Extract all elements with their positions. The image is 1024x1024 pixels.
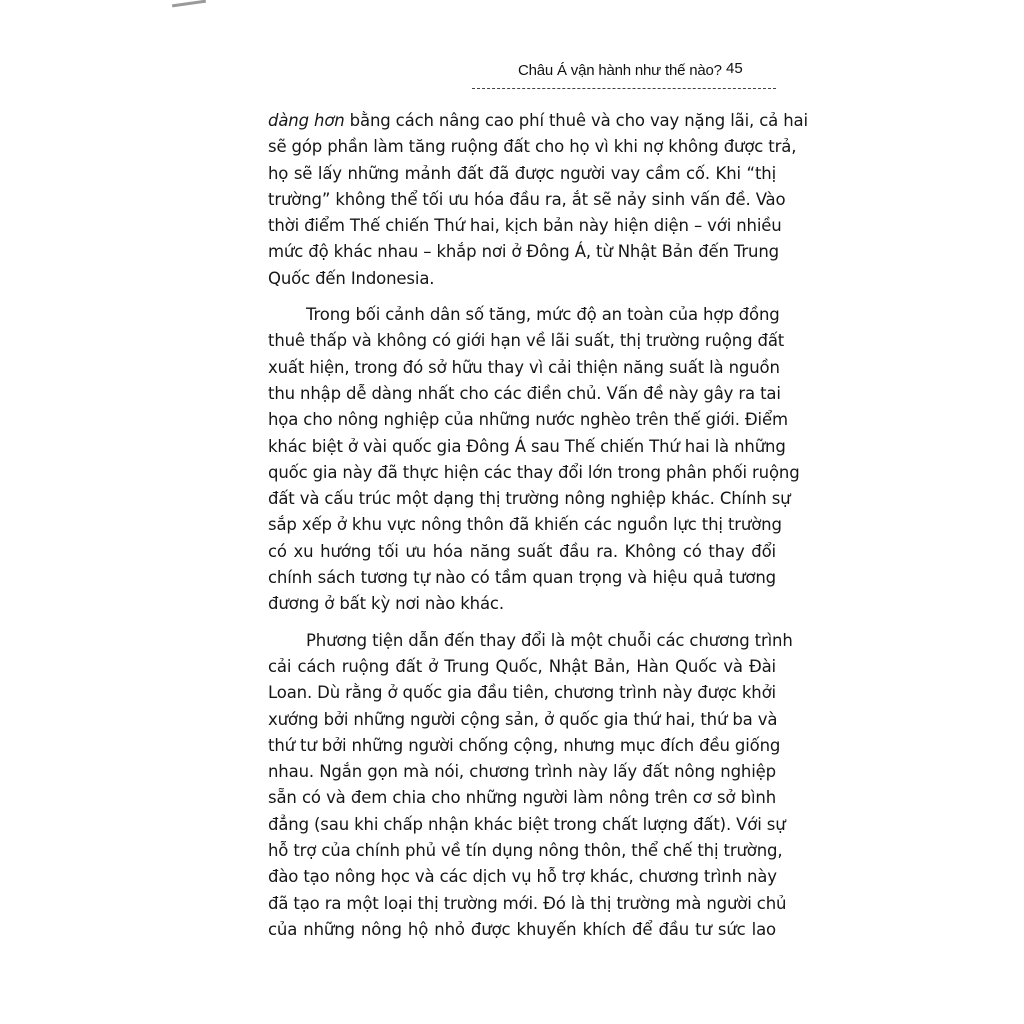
text-line: đào tạo nông học và các dịch vụ hỗ trợ khác, chương trình này xyxy=(268,867,777,887)
page-number: 45 xyxy=(726,60,743,77)
text-line: sẵn có và đem chia cho những người làm nông trên cơ sở bình xyxy=(268,788,776,808)
text-line: xướng bởi những người cộng sản, ở quốc gia thứ hai, thứ ba và xyxy=(268,709,778,729)
text-line: sắp xếp ở khu vực nông thôn đã khiến các nguồn lực thị trường xyxy=(268,515,782,535)
text-line: thứ tư bởi những người chống cộng, nhưng mục đích đều giống xyxy=(268,735,781,755)
text-line: chính sách tương tự nào có tầm quan trọng và hiệu quả tương xyxy=(268,568,776,588)
line-text: bằng cách nâng cao phí thuê và cho vay nặng lãi, cả hai xyxy=(344,111,808,130)
text-line: khác biệt ở vài quốc gia Đông Á sau Thế chiến Thứ hai là những xyxy=(268,436,786,456)
text-line: đất và cấu trúc một dạng thị trường nông nghiệp khác. Chính sự xyxy=(268,489,791,509)
text-line: hỗ trợ của chính phủ về tín dụng nông thôn, thể chế thị trường, xyxy=(268,841,783,861)
text-line: trường” không thể tối ưu hóa đầu ra, ắt sẽ nảy sinh vấn đề. Vào xyxy=(268,189,786,209)
running-title: Châu Á vận hành như thế nào? xyxy=(518,62,722,79)
scan-mark xyxy=(172,0,206,7)
text-line: cải cách ruộng đất ở Trung Quốc, Nhật Bản, Hàn Quốc và Đài xyxy=(268,656,776,676)
text-line: xuất hiện, trong đó sở hữu thay vì cải thiện năng suất là nguồn xyxy=(268,357,780,377)
text-line: đẳng (sau khi chấp nhận khác biệt trong chất lượng đất). Với sự xyxy=(268,814,786,834)
text-line: Loan. Dù rằng ở quốc gia đầu tiên, chương trình này được khởi xyxy=(268,683,776,703)
running-header xyxy=(472,56,776,89)
text-line: nhau. Ngắn gọn mà nói, chương trình này lấy đất nông nghiệp xyxy=(268,762,776,782)
text-line: đã tạo ra một loại thị trường mới. Đó là thị trường mà người chủ xyxy=(268,893,787,913)
text-line: quốc gia này đã thực hiện các thay đổi lớn trong phân phối ruộng xyxy=(268,462,800,482)
text-line: của những nông hộ nhỏ được khuyến khích để đầu tư sức lao xyxy=(268,919,776,939)
text-line: họa cho nông nghiệp của những nước nghèo trên thế giới. Điểm xyxy=(268,410,788,430)
text-line: có xu hướng tối ưu hóa năng suất đầu ra. Không có thay đổi xyxy=(268,541,776,561)
paragraph-1 xyxy=(268,108,808,292)
text-line: Phương tiện dẫn đến thay đổi là một chuỗi các chương trình xyxy=(306,630,793,650)
text-line: Quốc đến Indonesia. xyxy=(268,268,435,288)
text-line: đương ở bất kỳ nơi nào khác. xyxy=(268,594,504,614)
text-line: sẽ góp phần làm tăng ruộng đất cho họ vì khi nợ không được trả, xyxy=(268,137,797,157)
text-line: thời điểm Thế chiến Thứ hai, kịch bản này hiện diện – với nhiều xyxy=(268,216,782,236)
text-line: họ sẽ lấy những mảnh đất đã được người vay cầm cố. Khi “thị xyxy=(268,163,776,183)
text-line: thu nhập dễ dàng nhất cho các điền chủ. Vấn đề này gây ra tai xyxy=(268,383,781,403)
text-line xyxy=(268,108,808,134)
paragraph-3 xyxy=(268,628,793,944)
paragraph-2 xyxy=(268,302,800,618)
text-line: thuê thấp và không có giới hạn về lãi suất, thị trường ruộng đất xyxy=(268,331,785,351)
text-line: mức độ khác nhau – khắp nơi ở Đông Á, từ Nhật Bản đến Trung xyxy=(268,242,779,262)
italic-phrase: dàng hơn xyxy=(268,111,345,130)
body-text xyxy=(268,108,808,943)
text-line: Trong bối cảnh dân số tăng, mức độ an toàn của hợp đồng xyxy=(306,305,780,325)
